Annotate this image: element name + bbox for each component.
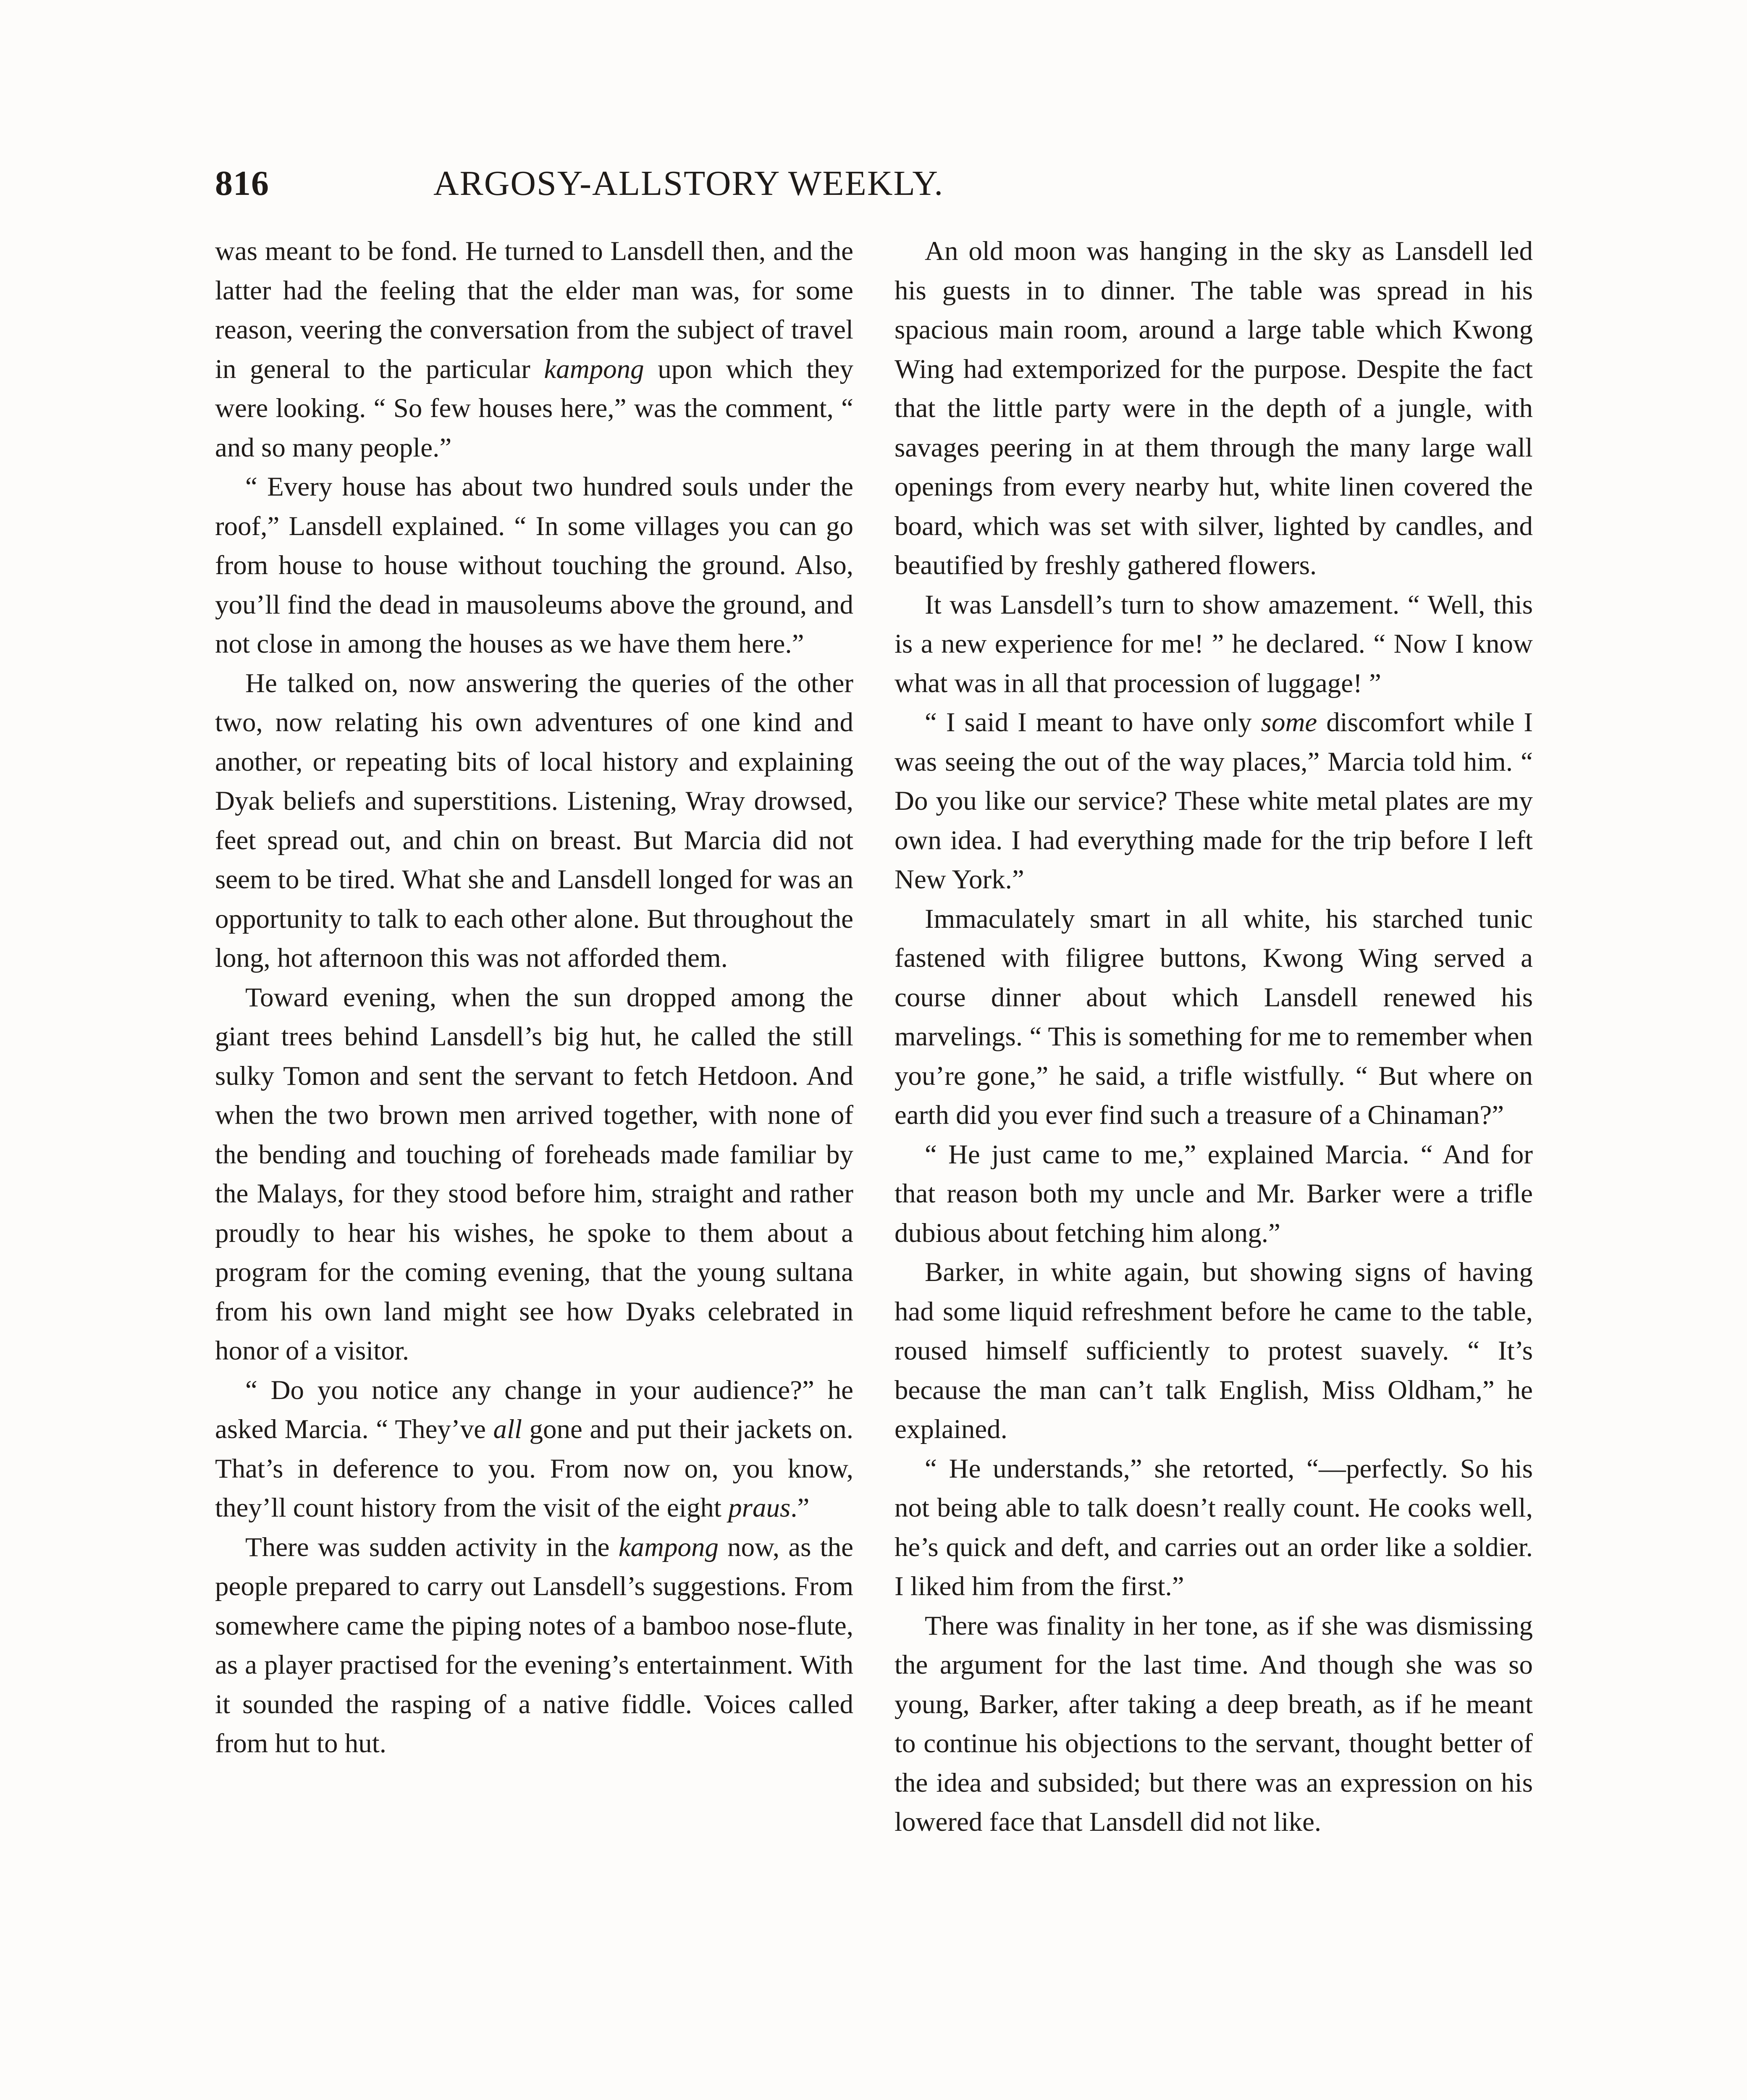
paragraph: There was finality in her tone, as if she was dismissing the argument for the last time. And though she was so young, Barker, after taking a deep breath, as if he meant to continue his objections to the servant, thought better of the idea and subsided; but there was an expression on his lowered face that Lansdell did not like. xyxy=(894,1610,1533,1837)
paragraph: Immaculately smart in all white, his starched tunic fastened with filigree buttons, Kwong Wing served a course dinner about which Lansdell renewed his marvelings. “ This is something for me to remember when you’re gone,” he said, a trifle wistfully. “ But where on earth did you ever find such a treasure of a Chinaman?” xyxy=(894,903,1533,1130)
running-head: ARGOSY-ALLSTORY WEEKLY. xyxy=(433,164,944,203)
left-column xyxy=(215,232,853,2100)
paragraph: was meant to be fond. He turned to Lansdell then, and the latter had the feeling that the elder man was, for some reason, veering the conversation from the subject of travel in general to the particular kampong upon which they were looking. “ So few houses here,” was the comment, “ and so many people.” xyxy=(215,236,853,463)
page-number: 816 xyxy=(215,164,269,203)
paragraph: “ Do you notice any change in your audience?” he asked Marcia. “ They’ve all gone and put their jackets on. That’s in deference to you. From now on, you know, they’ll count history from the visit of the eight praus.” xyxy=(215,1375,853,1523)
paragraph: An old moon was hanging in the sky as Lansdell led his guests in to dinner. The table was spread in his spacious main room, around a large table which Kwong Wing had extemporized for the purpose. Despite the fact that the little party were in the depth of a jungle, with savages peering in at them through the many large wall openings from every nearby hut, white linen covered the board, which was set with silver, lighted by candles, and beautified by freshly gathered flowers. xyxy=(894,236,1533,580)
paragraph: Barker, in white again, but showing signs of having had some liquid refreshment before he came to the table, roused himself sufficiently to protest suavely. “ It’s because the man can’t talk English, Miss Oldham,” he explained. xyxy=(894,1257,1533,1444)
paragraph: Toward evening, when the sun dropped among the giant trees behind Lansdell’s big hut, he called the still sulky Tomon and sent the servant to fetch Hetdoon. And when the two brown men arrived together, with none of the bending and touching of foreheads made familiar by the Malays, for they stood before him, straight and rather proudly to hear his wishes, he spoke to them about a program for the coming evening, that the young sultana from his own land might see how Dyaks celebrated in honor of a visitor. xyxy=(215,982,853,1366)
paragraph: He talked on, now answering the queries of the other two, now relating his own adventures of one kind and another, or repeating bits of local history and explaining Dyak beliefs and superstitions. Listening, Wray drowsed, feet spread out, and chin on breast. But Marcia did not seem to be tired. What she and Lansdell longed for was an opportunity to talk to each other alone. But throughout the long, hot afternoon this was not afforded them. xyxy=(215,668,853,973)
page-header xyxy=(215,163,1152,222)
paragraph: “ I said I meant to have only some discomfort while I was seeing the out of the way places,” Marcia told him. “ Do you like our service? These white metal plates are my own idea. I had everything made for the trip before I left New York.” xyxy=(894,707,1533,895)
paragraph: “ He understands,” she retorted, “—perfectly. So his not being able to talk doesn’t really count. He cooks well, he’s quick and deft, and carries out an order like a soldier. I liked him from the first.” xyxy=(894,1453,1533,1601)
paragraph: There was sudden activity in the kampong now, as the people prepared to carry out Lansdell’s suggestions. From somewhere came the piping notes of a bamboo nose-flute, as a player practised for the evening’s entertainment. With it sounded the rasping of a native fiddle. Voices called from hut to hut. xyxy=(215,1532,853,1759)
paragraph: It was Lansdell’s turn to show amazement. “ Well, this is a new experience for me! ” he declared. “ Now I know what was in all that procession of luggage! ” xyxy=(894,589,1533,698)
paragraph: “ Every house has about two hundred souls under the roof,” Lansdell explained. “ In some villages you can go from house to house without touching the ground. Also, you’ll find the dead in mausoleums above the ground, and not close in among the houses as we have them here.” xyxy=(215,472,853,659)
right-column xyxy=(894,232,1533,2100)
paragraph: “ He just came to me,” explained Marcia. “ And for that reason both my uncle and Mr. Barker were a trifle dubious about fetching him along.” xyxy=(894,1139,1533,1248)
